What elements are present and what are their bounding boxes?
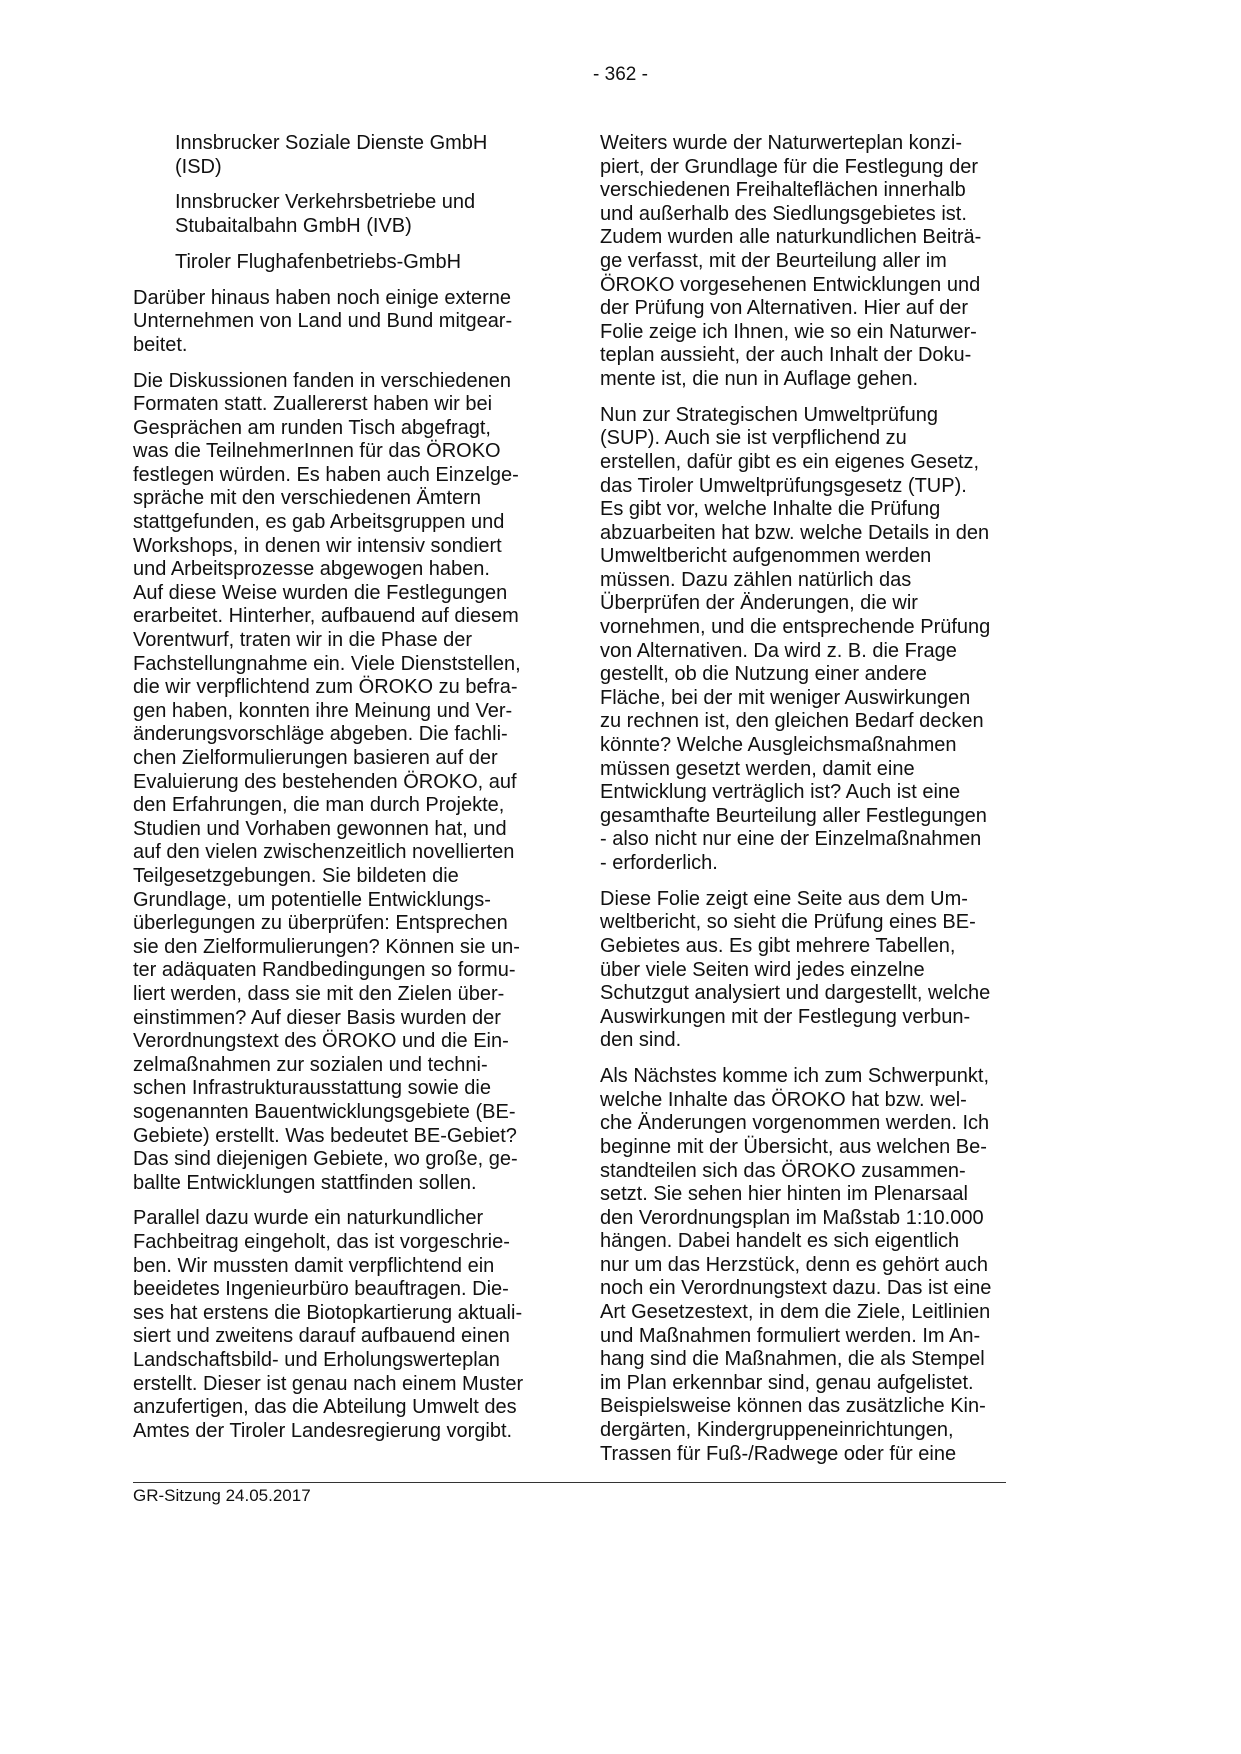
text-line: Fachstellungnahme ein. Viele Dienststellen, [133,652,521,675]
text-line: Fläche, bei der mit weniger Auswirkungen [600,686,971,709]
text-line: anzufertigen, das die Abteilung Umwelt des [133,1396,517,1419]
text-line: Umweltbericht aufgenommen werden [600,545,932,568]
text-line: Gebiete) erstellt. Was bedeutet BE-Gebiet? [133,1124,517,1147]
text-line: sie den Zielformulierungen? Können sie un- [133,935,520,958]
left-column [133,132,553,1456]
text-line: Diese Folie zeigt eine Seite aus dem Um- [600,887,968,910]
text-line: setzt. Sie sehen hier hinten im Plenarsaal [600,1183,968,1206]
footer-text: GR-Sitzung 24.05.2017 [133,1486,311,1505]
text-line: Verordnungstext des ÖROKO und die Ein- [133,1030,509,1053]
text-line: erstellen, dafür gibt es ein eigenes Gesetz, [600,450,980,473]
text-line: zu rechnen ist, den gleichen Bedarf decken [600,710,984,733]
text-line: sogenannten Bauentwicklungsgebiete (BE- [133,1100,516,1123]
text-line: Weiters wurde der Naturwerteplan konzi- [600,132,963,154]
text-line: ter adäquaten Randbedingungen so formu- [133,959,516,982]
text-line: erarbeitet. Hinterher, aufbauend auf diesem [133,605,519,628]
text-line: überlegungen zu überprüfen: Entsprechen [133,912,508,935]
paragraph [600,1065,1020,1466]
text-line: Nun zur Strategischen Umweltprüfung [600,403,938,426]
text-line: zelmaßnahmen zur sozialen und techni- [133,1053,488,1076]
text-line: gen haben, konnten ihre Meinung und Ver- [133,699,513,722]
text-line: Fachbeitrag eingeholt, das ist vorgeschrie- [133,1231,510,1254]
text-line: von Alternativen. Da wird z. B. die Frage [600,639,957,662]
text-line: Teilgesetzgebungen. Sie bildeten die [133,864,459,887]
text-line: und Maßnahmen formuliert werden. Im An- [600,1324,981,1347]
text-line: Beispielsweise können das zusätzliche Kin- [600,1395,986,1418]
text-line: Amtes der Tiroler Landesregierung vorgibt. [133,1419,513,1442]
text-line: liert werden, dass sie mit den Zielen über- [133,982,505,1005]
text-line: Formaten statt. Zuallererst haben wir bei [133,393,493,416]
text-line: (SUP). Auch sie ist verpflichend zu [600,427,907,450]
text-line: ballte Entwicklungen stattfinden sollen. [133,1171,477,1194]
text-line: Entwicklung verträglich ist? Auch ist eine [600,781,961,804]
text-line: noch ein Verordnungstext dazu. Das ist eine [600,1277,992,1300]
text-line: Parallel dazu wurde ein naturkundlicher [133,1207,484,1230]
text-line: Workshops, in denen wir intensiv sondiert [133,534,502,557]
text-line: Auswirkungen mit der Festlegung verbun- [600,1005,971,1028]
text-line: im Plan erkennbar sind, genau aufgelistet. [600,1371,974,1394]
text-line: - erforderlich. [600,852,718,874]
text-line: gestellt, ob die Nutzung einer andere [600,663,927,686]
right-column [600,132,1020,1478]
paragraph [133,191,553,238]
paragraph [600,404,1020,876]
text-line: Stubaitalbahn GmbH (IVB) [175,214,412,237]
text-line: Gesprächen am runden Tisch abgefragt, [133,416,491,439]
text-line: Auf diese Weise wurden die Festlegungen [133,581,508,604]
text-line: Vorentwurf, traten wir in die Phase der [133,629,473,652]
text-line: Grundlage, um potentielle Entwicklungs- [133,888,491,911]
text-line: hängen. Dabei handelt es sich eigentlich [600,1230,960,1253]
text-line: müssen. Dazu zählen natürlich das [600,568,912,591]
text-line: hang sind die Maßnahmen, die als Stempel [600,1348,985,1371]
paragraph [133,132,553,179]
text-line: der Prüfung von Alternativen. Hier auf der [600,297,968,320]
text-line: dergärten, Kindergruppeneinrichtungen, [600,1419,954,1442]
text-line: Trassen für Fuß-/Radwege oder für eine [600,1442,957,1465]
text-line: ben. Wir mussten damit verpflichtend ein [133,1254,495,1277]
text-line: schen Infrastrukturausstattung sowie die [133,1077,491,1100]
text-line: Innsbrucker Soziale Dienste GmbH [175,132,488,154]
text-line: änderungsvorschläge abgeben. Die fachli- [133,723,508,746]
text-line: che Änderungen vorgenommen werden. Ich [600,1112,990,1135]
text-line: die wir verpflichtend zum ÖROKO zu befra- [133,676,518,699]
paragraph [600,888,1020,1053]
text-line: ses hat erstens die Biotopkartierung aktuali- [133,1301,523,1324]
text-line: was die TeilnehmerInnen für das ÖROKO [133,440,501,463]
text-line: abzuarbeiten hat bzw. welche Details in den [600,521,990,544]
text-line: Gebietes aus. Es gibt mehrere Tabellen, [600,934,956,957]
text-line: festlegen würden. Es haben auch Einzelge- [133,463,519,486]
text-line: vornehmen, und die entsprechende Prüfung [600,616,991,639]
text-line: Als Nächstes komme ich zum Schwerpunkt, [600,1065,990,1088]
text-line: gesamthafte Beurteilung aller Festlegungen [600,804,987,827]
paragraph [600,132,1020,392]
text-line: Innsbrucker Verkehrsbetriebe und [175,191,476,214]
page-number: - 362 - [593,64,648,85]
text-line: ge verfasst, mit der Beurteilung aller im [600,249,947,272]
text-line: beginne mit der Übersicht, aus welchen Be- [600,1135,987,1158]
text-line: den sind. [600,1029,682,1052]
text-line: Folie zeige ich Ihnen, wie so ein Naturwer- [600,320,977,343]
text-line: Art Gesetzestext, in dem die Ziele, Leitlinien [600,1301,991,1324]
text-line: auf den vielen zwischenzeitlich novellierten [133,841,515,864]
text-line: könnte? Welche Ausgleichsmaßnahmen [600,734,957,757]
text-line: den Verordnungsplan im Maßstab 1:10.000 [600,1206,984,1229]
text-line: siert und zweitens darauf aufbauend einen [133,1325,510,1348]
text-line: ÖROKO vorgesehenen Entwicklungen und [600,273,981,296]
text-line: und Arbeitsprozesse abgewogen haben. [133,558,490,581]
text-line: Evaluierung des bestehenden ÖROKO, auf [133,770,517,793]
text-line: - also nicht nur eine der Einzelmaßnahmen [600,828,982,851]
text-line: Die Diskussionen fanden in verschiedenen [133,369,512,392]
text-line: Schutzgut analysiert und dargestellt, welche [600,982,991,1005]
text-line: und außerhalb des Siedlungsgebietes ist. [600,202,967,225]
text-line: Es gibt vor, welche Inhalte die Prüfung [600,498,941,521]
text-line: müssen gesetzt werden, damit eine [600,757,915,780]
text-line: nur um das Herzstück, denn es gehört auch [600,1253,988,1276]
text-line: beitet. [133,333,188,356]
paragraph [133,1207,553,1443]
text-line: standteilen sich das ÖROKO zusammen- [600,1159,966,1182]
text-line: das Tiroler Umweltprüfungsgesetz (TUP). [600,474,967,497]
text-line: mente ist, die nun in Auflage gehen. [600,367,919,390]
text-line: weltbericht, so sieht die Prüfung eines BE- [600,911,976,934]
text-line: chen Zielformulierungen basieren auf der [133,747,498,769]
text-line: welche Inhalte das ÖROKO hat bzw. wel- [600,1088,967,1111]
text-line: piert, der Grundlage für die Festlegung der [600,155,978,178]
text-line: Überprüfen der Änderungen, die wir [600,592,918,615]
text-line: teplan aussieht, der auch Inhalt der Doku- [600,344,972,367]
text-line: (ISD) [175,155,222,178]
text-line: verschiedenen Freihalteflächen innerhalb [600,179,966,202]
footer-divider [133,1482,1006,1483]
text-line: Studien und Vorhaben gewonnen hat, und [133,817,507,840]
text-line: über viele Seiten wird jedes einzelne [600,958,925,981]
text-line: Das sind diejenigen Gebiete, wo große, ge- [133,1148,518,1171]
text-line: stattgefunden, es gab Arbeitsgruppen und [133,511,505,534]
text-line: spräche mit den verschiedenen Ämtern [133,487,481,510]
text-line: Unternehmen von Land und Bund mitgear- [133,310,513,333]
text-line: Tiroler Flughafenbetriebs-GmbH [175,250,462,273]
text-line: beeidetes Ingenieurbüro beauftragen. Die- [133,1278,509,1301]
paragraph [133,370,553,1196]
text-line: erstellt. Dieser ist genau nach einem Muster [133,1372,524,1395]
paragraph [133,287,553,358]
text-line: einstimmen? Auf dieser Basis wurden der [133,1006,501,1029]
text-line: Darüber hinaus haben noch einige externe [133,286,512,309]
text-line: Zudem wurden alle naturkundlichen Beiträ- [600,226,982,249]
paragraph [133,251,553,275]
text-line: den Erfahrungen, die man durch Projekte, [133,794,505,817]
text-line: Landschaftsbild- und Erholungswerteplan [133,1349,500,1372]
